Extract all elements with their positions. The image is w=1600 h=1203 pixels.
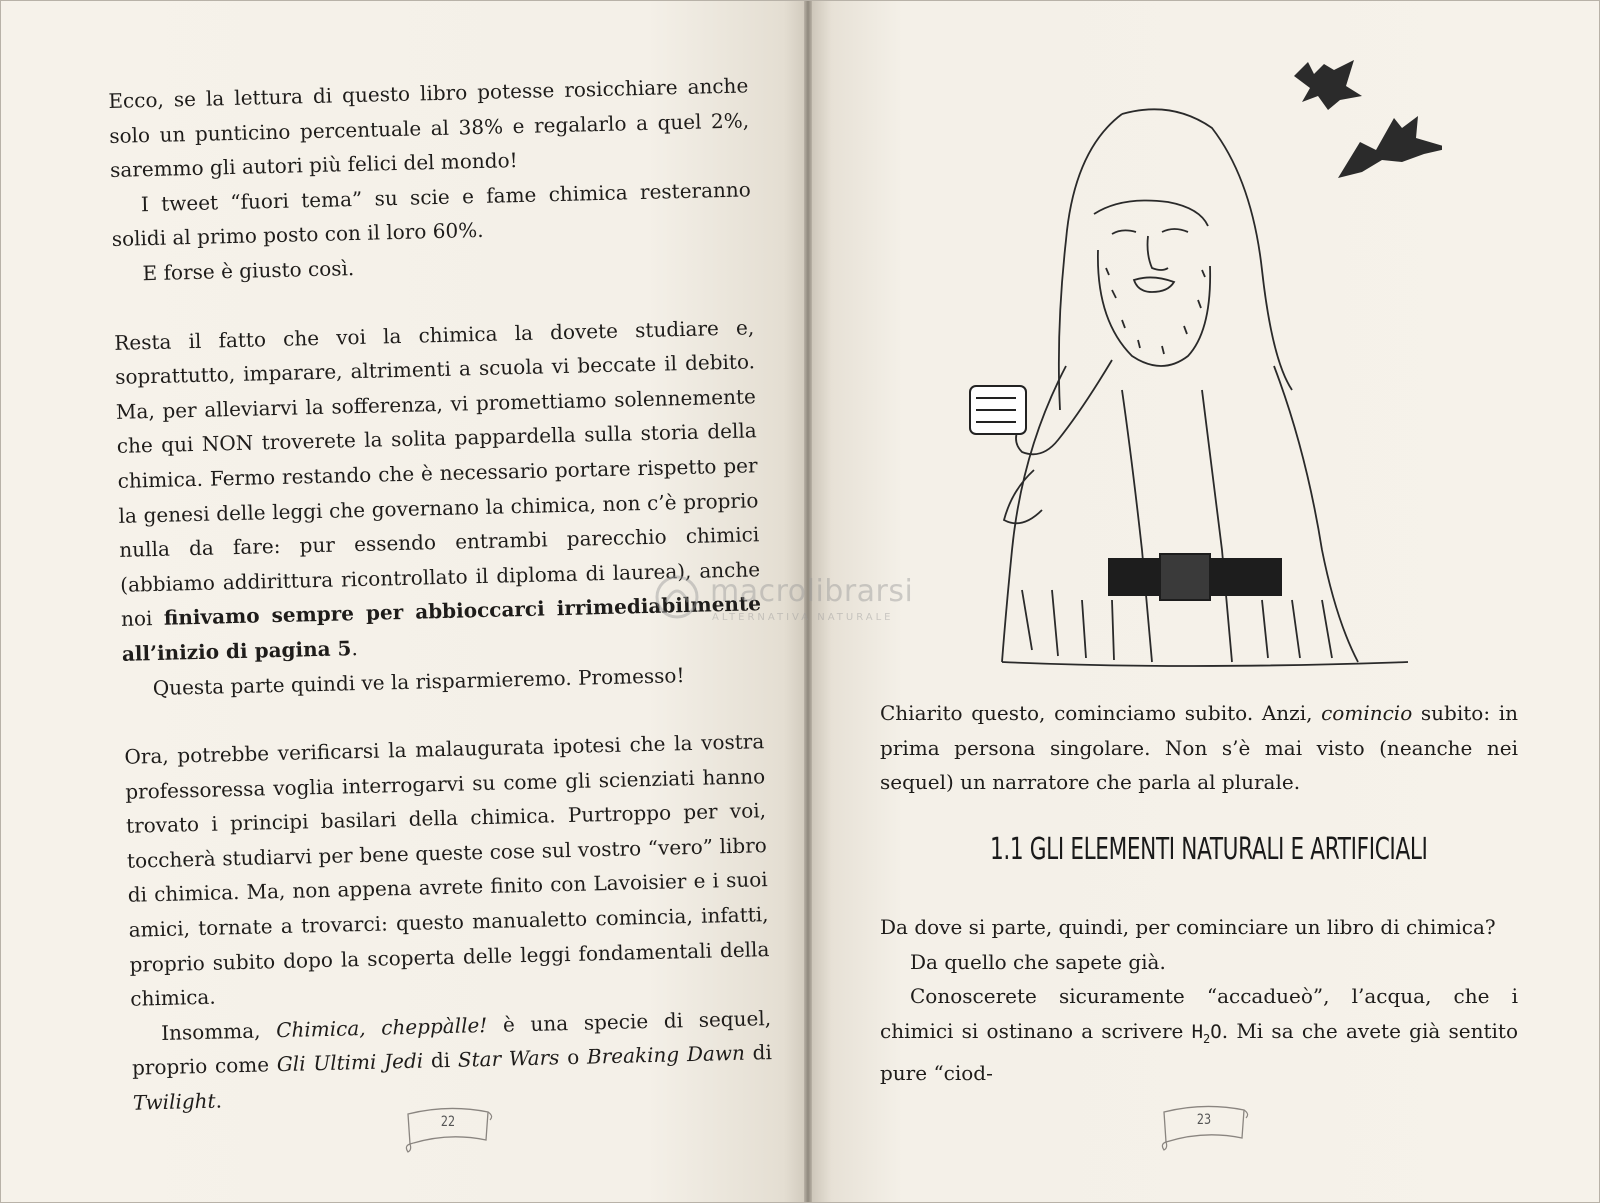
right-page-intro [880,696,1518,800]
watermark [652,572,952,642]
watermark-brand: macrolibrarsi [710,574,914,609]
formula-h2o: $H_2O$ [1191,1020,1222,1046]
paragraph: Insomma, Chimica, cheppàlle! è una specie di sequel, proprio come Gli Ultimi Jedi di Star Wars o Breaking Dawn di Twilight. [131,1005,773,1115]
section-heading: 1.1 GLI ELEMENTI NATURALI E ARTIFICIALI [990,832,1428,867]
page-number-right: 23 [1158,1098,1250,1158]
paragraph: Da quello che sapete già. [910,949,1166,974]
bat-icon [1338,116,1442,178]
page-number-left: 22 [402,1100,494,1160]
paragraph: Da dove si parte, quindi, per cominciare un libro di chimica? [880,915,1496,939]
right-page-body [880,910,1518,1091]
macrolibrarsi-logo-icon [652,572,702,622]
paragraph: Ora, potrebbe verificarsi la malaugurata ipotesi che la vostra professoressa voglia interrogarvi su come gli scienziati hanno trovato i principi basilari della chimica. Purtroppo per voi, toccherà studiarvi per bene queste cose sul vostro “vero” libro di chimica. Ma, non appena avrete finito con Lavoisier e i suoi amici, tornate a trovarci: questo manualetto comincia, infatti, proprio subito dopo la scoperta delle leggi fondamentali della chimica. [124,729,770,1011]
paragraph: E forse è giusto così. [142,256,355,286]
bat-icon [1294,60,1362,110]
watermark-tagline: ALTERNATIVA NATURALE [712,612,894,623]
paragraph: I tweet “fuori tema” su scie e fame chimica resteranno solidi al primo posto con il loro 60%. [111,177,752,252]
paragraph: Questa parte quindi ve la risparmieremo. Promesso! [152,662,685,700]
paragraph: Ecco, se la lettura di questo libro potesse rosicchiare anche solo un punticino percentuale al 38% e regalarlo a quel 2%, saremmo gli autori più felici del mondo! [108,73,750,183]
jedi-illustration [962,30,1442,680]
paragraph: Conoscerete sicuramente “accadueò”, l’acqua, che i chimici si ostinano a scrivere $H_2O$. Mi sa che avete già sentito pure “ciod- [880,984,1518,1086]
scroll-ribbon-icon [1158,1098,1250,1158]
paragraph: Resta il fatto che voi la chimica la dovete studiare e, soprattutto, imparare, altrimenti a scuola vi beccate il debito. Ma, per alleviarvi la sofferenza, vi promettiamo solennemente che qui NON troverete la solita pappardella sulla storia della chimica. Fermo restando che è necessario portare rispetto per la genesi delle leggi che governano la chimica, non c’è proprio nulla da fare: pur essendo entrambi parecchio chimici (abbiamo addirittura ricontrollato il diploma di laurea), anche noi finivamo sempre per abbioccarci irrimediabilmente all’inizio di pagina 5. [114,314,762,666]
paragraph: Chiarito questo, cominciamo subito. Anzi, comincio subito: in prima persona singolare. Non s’è mai visto (neanche nei sequel) un narratore che parla al plurale. [880,701,1518,795]
scroll-ribbon-icon [402,1100,494,1160]
bold-phrase: finivamo sempre per abbioccarci irrimediabilmente all’inizio di pagina 5 [121,591,762,666]
